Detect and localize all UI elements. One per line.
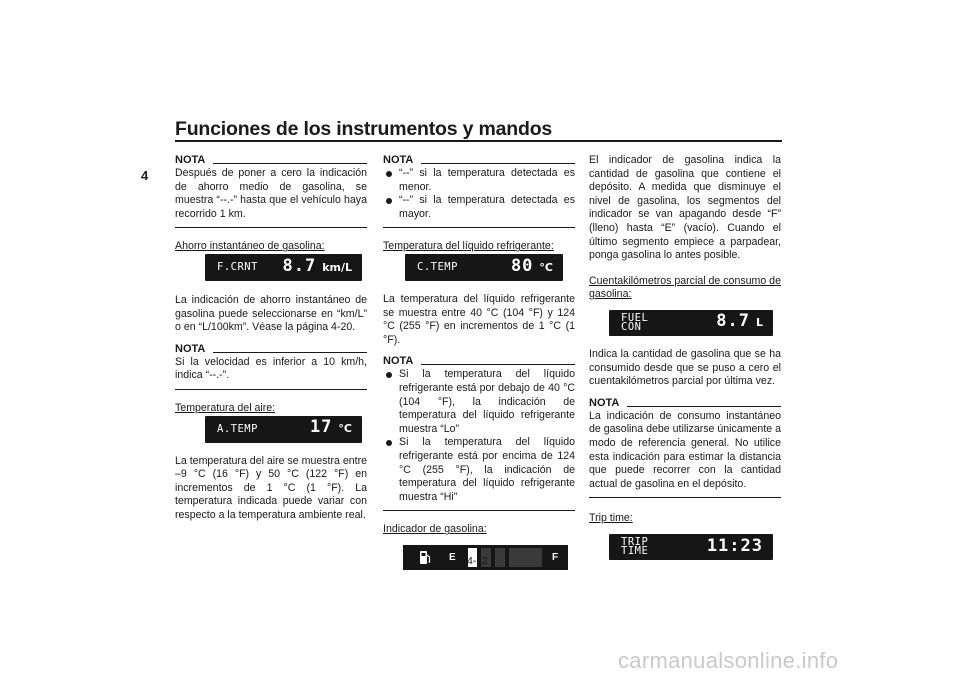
note-bullet — [383, 194, 575, 221]
note-label: NOTA — [175, 342, 206, 355]
note-text: Después de poner a cero la indicación de ahorro medio de gasolina, se muestra “--.-” hasta que el vehículo haya recorrido 1 km. — [175, 167, 367, 220]
display-value: 8.7 — [282, 255, 317, 276]
fuel-full-label: F — [552, 551, 559, 563]
display-unit: °C — [539, 260, 553, 274]
display-value: 80 — [510, 255, 534, 276]
note-end-rule — [175, 227, 367, 228]
display-label-line: TIME — [621, 544, 649, 557]
section-heading: Indicador de gasolina: — [383, 523, 487, 536]
display-trip-time — [609, 534, 773, 560]
paragraph: La temperatura del aire se muestra entre –9 °C (16 °F) y 50 °C (122 °F) en incrementos de 1 °C (1 °F). La temperatura indicada puede variar con respecto a la temperatura ambiente real. — [175, 454, 367, 521]
bullet-icon — [383, 167, 399, 194]
note-header — [175, 343, 367, 355]
display-unit: km/L — [322, 260, 352, 274]
note-rule — [213, 163, 367, 164]
section-heading: Ahorro instantáneo de gasolina: — [175, 240, 325, 253]
note-header — [589, 397, 781, 409]
display-label: C.TEMP — [417, 260, 458, 273]
display-fuel-consumption — [609, 310, 773, 336]
note-label: NOTA — [383, 355, 414, 368]
bullet-icon — [383, 436, 399, 504]
note-header — [383, 154, 575, 166]
note-bullet — [383, 436, 575, 504]
section-heading: Temperatura del líquido refrigerante: — [383, 240, 554, 253]
display-label-line: TRIP — [621, 535, 649, 548]
note-end-rule — [383, 510, 575, 511]
display-unit: L — [755, 316, 763, 330]
fuel-segment-off — [509, 548, 542, 567]
display-value: 8.7 — [716, 311, 750, 332]
page-title: Funciones de los instrumentos y mandos — [175, 118, 553, 140]
column-3 — [589, 154, 781, 560]
paragraph: La indicación de ahorro instantáneo de gasolina puede seleccionarse en “km/L” o en “L/100km”. Véase la página 4-20. — [175, 293, 367, 334]
note-header — [383, 355, 575, 367]
display-value: 17 — [309, 417, 333, 438]
display-fuel-current — [205, 254, 362, 281]
note-bullet — [383, 167, 575, 194]
note-rule — [213, 352, 367, 353]
title-rule — [175, 140, 782, 142]
note-text: Si la velocidad es inferior a 10 km/h, indica “--.-”. — [175, 355, 367, 382]
note-label: NOTA — [175, 154, 206, 166]
display-unit: °C — [338, 422, 352, 436]
section-heading: Cuentakilómetros parcial de consumo de gasolina: — [589, 274, 781, 301]
display-label — [621, 311, 649, 333]
note-label: NOTA — [589, 396, 620, 409]
section-heading: Trip time: — [589, 512, 633, 525]
note-label: NOTA — [383, 154, 414, 166]
note-rule — [421, 364, 575, 365]
display-value: 11:23 — [706, 536, 763, 557]
note-end-rule — [175, 389, 367, 390]
note-end-rule — [383, 227, 575, 228]
section-heading: Temperatura del aire: — [175, 401, 276, 414]
display-label — [621, 535, 649, 557]
fuel-segment-off — [495, 548, 505, 567]
display-air-temp — [205, 416, 362, 443]
display-label: F.CRNT — [217, 260, 258, 273]
page-number: 4-12 — [467, 555, 489, 567]
display-coolant-temp — [405, 254, 563, 281]
bullet-icon — [383, 368, 399, 436]
fuel-pump-icon — [419, 550, 431, 570]
chapter-tab: 4 — [141, 168, 149, 183]
watermark: carmanualsonline.info — [618, 648, 839, 673]
display-label: A.TEMP — [217, 422, 258, 435]
note-text: La indicación de consumo instantáneo de gasolina debe utilizarse únicamente a modo de referencia general. No utilice esta indicación para estimar la distancia que puede recorrer con la cantidad actual de gasolina en el depósito. — [589, 409, 781, 490]
paragraph: La temperatura del líquido refrigerante se muestra entre 40 °C (104 °F) y 124 °C (255 °F) en incrementos de 1 °C (1 °F). — [383, 292, 575, 346]
note-bullet — [383, 368, 575, 436]
note-rule — [627, 406, 781, 407]
display-label-line: CON — [621, 320, 642, 333]
bullet-text: Si la temperatura del líquido refrigerante está por debajo de 40 °C (104 °F), la indicación de temperatura del líquido refrigerante muestra “Lo” — [399, 368, 575, 435]
fuel-empty-label: E — [449, 551, 456, 563]
bullet-icon — [383, 194, 399, 221]
note-rule — [421, 163, 575, 164]
note-header — [175, 154, 367, 166]
note-end-rule — [589, 497, 781, 498]
column-1 — [175, 154, 367, 523]
bullet-text: “--” si la temperatura detectada es menor. — [399, 167, 575, 193]
display-label-line: FUEL — [621, 311, 649, 324]
column-2 — [383, 154, 575, 570]
paragraph: El indicador de gasolina indica la cantidad de gasolina que contiene el depósito. A medida que disminuye el nivel de gasolina, los segmentos del indicador se van apagando desde “F” (lleno) hasta “E” (vacío). Cuando el último segmento empiece a parpadear, ponga gasolina lo antes posible. — [589, 154, 781, 262]
bullet-text: “--” si la temperatura detectada es mayor. — [399, 194, 575, 220]
paragraph: Indica la cantidad de gasolina que se ha consumido desde que se puso a cero el cuentakilómetros parcial por última vez. — [589, 347, 781, 388]
bullet-text: Si la temperatura del líquido refrigerante está por encima de 124 °C (255 °F), la indicación de temperatura del líquido refrigerante muestra “Hi” — [399, 436, 575, 503]
